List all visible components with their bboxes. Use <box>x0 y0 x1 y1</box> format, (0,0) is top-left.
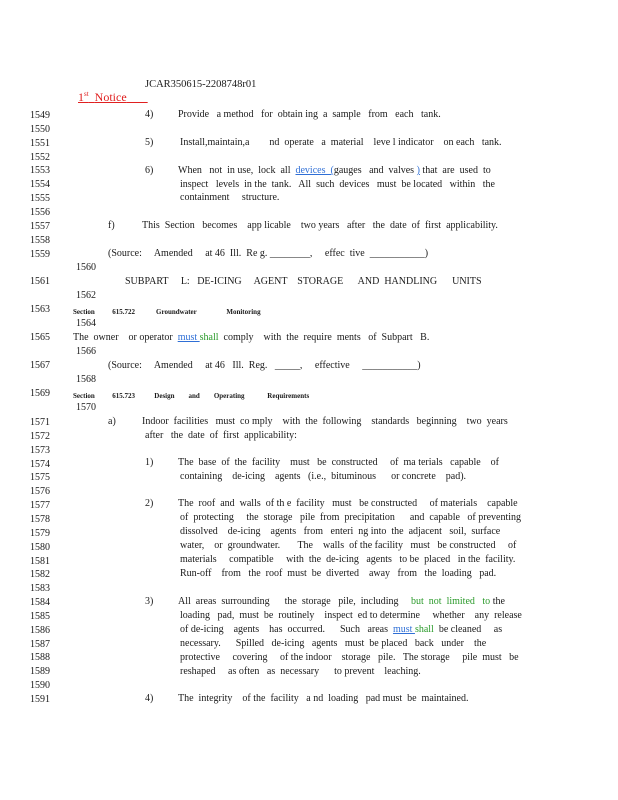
sub-3-line-5: protective covering of the indoor storage pile. The storage pile must be <box>180 652 519 663</box>
item-a-line-1: Indoor facilities must co mply with the following standards beginning two years <box>142 416 508 427</box>
section-723-heading: Section 615.723 Design and Operating Requirements <box>73 392 310 400</box>
item-5-number: 5) <box>145 137 154 148</box>
line-1564: 1564 <box>76 318 96 329</box>
sub-2-line-4: water, or groundwater. The walls of the facility must be constructed of <box>180 540 517 551</box>
line-number: 1582 <box>30 569 50 581</box>
sub-2-number: 2) <box>145 498 154 509</box>
sub-4-number: 4) <box>145 693 154 704</box>
line-number: 1553 <box>30 165 50 177</box>
item-f-text: This Section becomes app licable two years after the date of first applicability. <box>142 220 498 231</box>
line-number: 1549 <box>30 110 50 121</box>
line-1568: 1568 <box>76 374 96 385</box>
source-note-2: (Source: Amended at 46 Ill. Reg. _____, effective ___________) <box>108 360 421 371</box>
line-1566: 1566 <box>76 346 96 357</box>
line-number: 1552 <box>30 151 50 163</box>
line-number: 1559 <box>30 248 50 260</box>
item-a-number: a) <box>108 416 116 427</box>
sub-2-line-1: The roof and walls of th e facility must be constructed of materials capable <box>178 498 518 509</box>
line-number: 1580 <box>30 541 50 553</box>
sub-3-line-3: of de-icing agents has occurred. Such areas must shall be cleaned as <box>180 624 503 635</box>
item-4-text: Provide a method for obtain ing a sample from each tank. <box>178 109 441 120</box>
line-number: 1585 <box>30 610 50 622</box>
item-6-line-2: inspect levels in the tank. All such devices must be located within the <box>180 179 495 190</box>
document-id: JCAR350615-2208748r01 <box>145 79 257 90</box>
line-number: 1577 <box>30 500 50 512</box>
line-1567: 1567 <box>30 360 50 371</box>
notice-header <box>73 76 148 105</box>
line-number: 1571 <box>30 417 50 428</box>
line-1561: 1561 <box>30 276 50 287</box>
item-6-line-3: containment structure. <box>180 192 280 203</box>
line-number: 1576 <box>30 486 50 498</box>
line-number: 1558 <box>30 234 50 246</box>
item-6-line-1: When not in use, lock all devices (gauges and valves ) that are used to <box>178 165 491 176</box>
subpart-heading: SUBPART L: DE-ICING AGENT STORAGE AND HANDLING UNITS <box>125 276 482 287</box>
sub-3-line-4: necessary. Spilled de-icing agents must be placed back under the <box>180 638 487 649</box>
line-number: 1551 <box>30 137 50 149</box>
sub-3-line-1: All areas surrounding the storage pile, including but not limited to the <box>178 596 505 607</box>
line-number: 1554 <box>30 179 50 191</box>
line-number: 1587 <box>30 638 50 650</box>
sub-2-line-5: materials compatible with the de-icing agents to be placed in the facility. <box>180 554 516 565</box>
item-a-line-2: after the date of first applicability: <box>145 430 297 441</box>
item-6-number: 6) <box>145 165 154 176</box>
line-number: 1555 <box>30 193 50 205</box>
line-number: 1550 <box>30 123 50 135</box>
line-number: 1572 <box>30 430 50 442</box>
sub-3-line-6: reshaped as often as necessary to prevent leaching. <box>180 666 421 677</box>
line-number: 1591 <box>30 694 50 705</box>
line-1570: 1570 <box>76 402 96 413</box>
line-1569: 1569 <box>30 388 50 399</box>
section-722-heading: Section 615.722 Groundwater Monitoring <box>73 308 261 316</box>
notice-label: 1st Notice <box>78 90 127 104</box>
line-1562: 1562 <box>76 290 96 301</box>
sub-1-line-1: The base of the facility must be constructed of ma terials capable of <box>178 457 500 468</box>
sub-4-line-1: The integrity of the facility a nd loading pad must be maintained. <box>178 693 469 704</box>
line-number: 1581 <box>30 555 50 567</box>
owner-paragraph: The owner or operator must shall comply with the require ments of Subpart B. <box>73 332 430 343</box>
item-5-text: Install,maintain,a nd operate a material leve l indicator on each tank. <box>180 137 502 148</box>
sub-3-number: 3) <box>145 596 154 607</box>
line-1560: 1560 <box>76 262 96 273</box>
line-number: 1586 <box>30 624 50 636</box>
line-number: 1574 <box>30 458 50 470</box>
line-1563: 1563 <box>30 304 50 315</box>
devices-link[interactable]: devices ( <box>295 165 334 176</box>
sub-3-line-2: loading pad, must be routinely inspect ed to determine whether any release <box>180 610 522 621</box>
line-number: 1583 <box>30 583 50 595</box>
line-1565: 1565 <box>30 332 50 343</box>
sub-2-line-6: Run-off from the roof must be diverted away from the loading pad. <box>180 568 497 579</box>
line-number: 1573 <box>30 444 50 456</box>
sub-1-number: 1) <box>145 457 154 468</box>
line-number: 1557 <box>30 220 50 232</box>
line-number: 1588 <box>30 652 50 664</box>
line-number: 1589 <box>30 666 50 678</box>
sub-1-line-2: containing de-icing agents (i.e., bituminous or concrete pad). <box>180 471 467 482</box>
source-note-1: (Source: Amended at 46 Ill. Re g. ________, effec tive ___________) <box>108 248 429 259</box>
line-number: 1578 <box>30 513 50 525</box>
line-number: 1584 <box>30 597 50 609</box>
sub-2-line-2: of protecting the storage pile from precipitation and capable of preventing <box>180 512 522 523</box>
line-number: 1590 <box>30 680 50 692</box>
line-number: 1575 <box>30 472 50 484</box>
line-number: 1556 <box>30 206 50 218</box>
item-f-number: f) <box>108 220 115 231</box>
item-4-number: 4) <box>145 109 154 120</box>
sub-2-line-3: dissolved de-icing agents from enteri ng into the adjacent soil, surface <box>180 526 501 537</box>
line-number: 1579 <box>30 527 50 539</box>
